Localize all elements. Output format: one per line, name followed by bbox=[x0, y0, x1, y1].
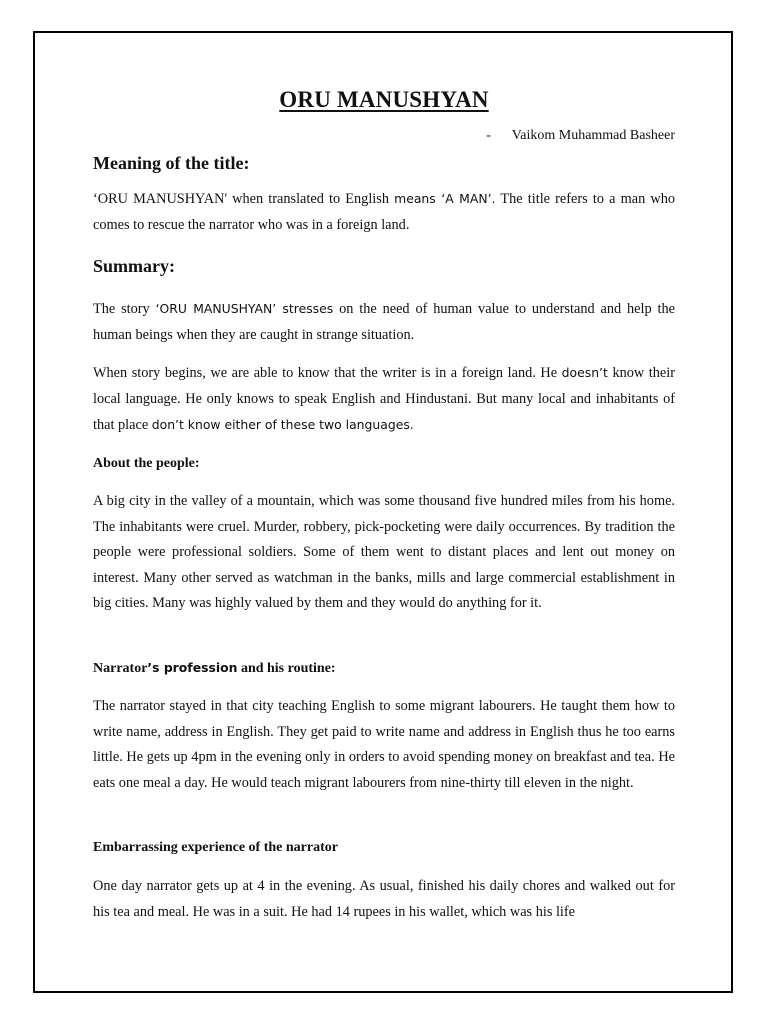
text-run-sans: don’t know either of these two languages. bbox=[151, 417, 414, 433]
heading-summary: Summary: bbox=[93, 256, 175, 276]
text-run: know their local language. He only knows to speak English and Hindustani. But many local and inhabitants of that place bbox=[93, 365, 676, 434]
text-run: The title refers to a man who comes to rescue the narrator who was in a foreign land. bbox=[93, 191, 676, 233]
paragraph-meaning bbox=[93, 186, 675, 238]
heading-narrator-profession bbox=[93, 660, 336, 677]
text-run-sans: ’s profession bbox=[147, 660, 238, 675]
text-run: The story bbox=[93, 301, 156, 317]
text-run: Narrator bbox=[93, 661, 148, 676]
text-run: When story begins, we are able to know that the writer is in a foreign land. He bbox=[93, 365, 562, 381]
paragraph-about-people: A big city in the valley of a mountain, which was some thousand five hundred miles from his home. The inhabitants were cruel. Murder, robbery, pick-pocketing were daily occurrences. By tradition the people were professional soldiers. Some of them went to distant places and lent out money on interest. Many other served as watchman in the banks, mills and large commercial establishment in big cities. Many was highly valued by them and they would do anything for it. bbox=[93, 493, 675, 612]
paragraph-summary-1 bbox=[93, 296, 675, 348]
text-run: ‘ORU MANUSHYAN' when translated to English bbox=[93, 191, 395, 207]
document-title: ORU MANUSHYAN bbox=[279, 87, 489, 112]
text-run-sans: doesn’t bbox=[561, 365, 608, 380]
text-run: on the need of human value to understand and help the human beings when they are caught in strange situation. bbox=[93, 301, 675, 343]
text-run-sans: means ‘A MAN’. bbox=[394, 191, 496, 206]
paragraph-narrator-profession: The narrator stayed in that city teaching English to some migrant labourers. He taught them how to write name, address in English. They get paid to write name and address in English thus he too earns little. He gets up 4pm in the evening only in orders to avoid spending money on breakfast and tea. He eats one meal a day. He would teach migrant labourers from nine-thirty till eleven in the night. bbox=[93, 698, 675, 791]
author-line: - Vaikom Muhammad Basheer bbox=[486, 128, 675, 143]
text-run: and his routine: bbox=[237, 661, 336, 676]
text-run-sans: ‘ORU MANUSHYAN’ stresses bbox=[155, 301, 334, 316]
heading-meaning-of-title: Meaning of the title: bbox=[93, 153, 250, 173]
heading-embarrassing-experience: Embarrassing experience of the narrator bbox=[93, 840, 338, 855]
paragraph-embarrassing-experience: One day narrator gets up at 4 in the evening. As usual, finished his daily chores and walked out for his tea and meal. He was in a suit. He had 14 rupees in his wallet, which was his life bbox=[93, 878, 675, 920]
paragraph-summary-2 bbox=[93, 360, 675, 439]
heading-about-people: About the people: bbox=[93, 456, 200, 471]
